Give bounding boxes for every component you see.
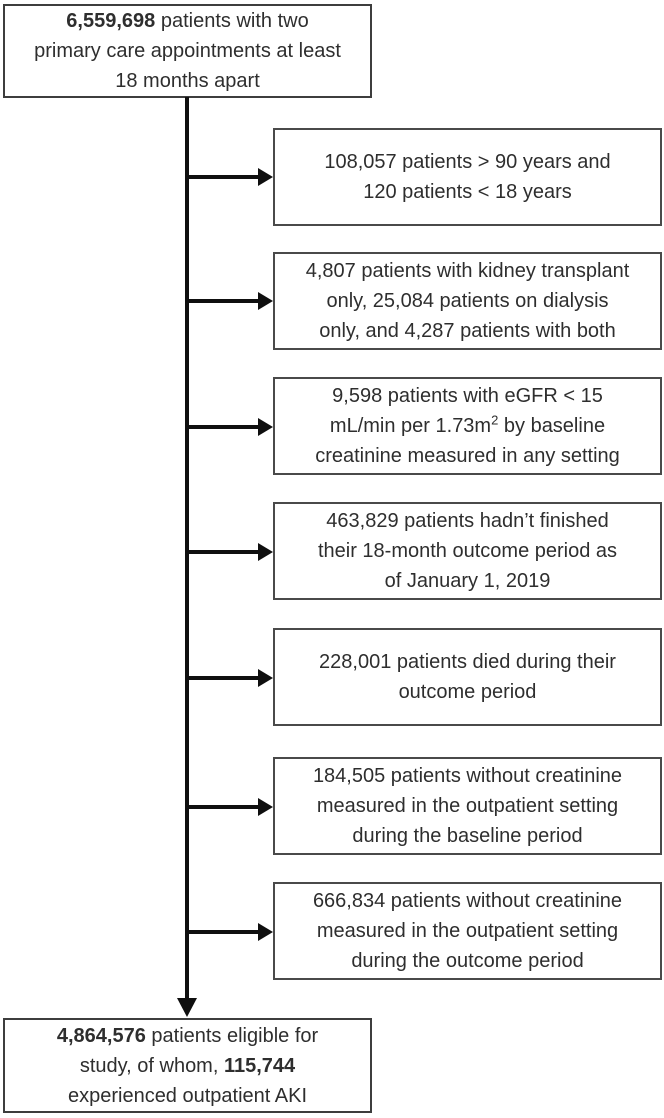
exclusion-unfinished-line1: 463,829 patients hadn’t finished [326,510,609,532]
right-arrowhead-icon-2 [258,292,273,310]
exclusion-egfr-superscript: 2 [491,412,499,428]
exclusion-box-age [273,128,662,226]
exclusion-unfinished-line3: of January 1, 2019 [384,570,551,592]
cohort-box-initial-line2: primary care appointments at least [34,40,341,62]
exclusion-box-no-baseline-creatinine [273,757,662,855]
exclusion-age-line1: 108,057 patients > 90 years and [324,151,611,173]
exclusion-age-line2: 120 patients < 18 years [363,181,572,203]
right-arrowhead-icon-1 [258,168,273,186]
exclusion-egfr-line1: 9,598 patients with eGFR < 15 [332,385,603,407]
exclusion-died-line2: outcome period [398,681,537,703]
exclusion-egfr-line2 [275,411,660,441]
exclusion-outcome-line3: during the outcome period [351,950,584,972]
right-arrowhead-icon-7 [258,923,273,941]
exclusion-baseline-line3: during the baseline period [352,825,583,847]
right-arrowhead-icon-4 [258,543,273,561]
flow-arrow-7 [187,930,259,934]
exclusion-transplant-line2: only, 25,084 patients on dialysis [326,290,609,312]
exclusion-unfinished-line2: their 18-month outcome period as [317,540,618,562]
exclusion-box-died [273,628,662,726]
flow-arrow-4 [187,550,259,554]
final-line2-text: study, of whom, [79,1054,224,1077]
initial-line1-text: patients with two [155,10,309,32]
exclusion-egfr-line2-pre: mL/min per 1.73m [329,415,492,437]
right-arrowhead-icon-3 [258,418,273,436]
flow-arrow-3 [187,425,259,429]
flow-arrow-2 [187,299,259,303]
down-arrowhead-icon [177,998,197,1017]
exclusion-baseline-line1: 184,505 patients without creatinine [312,765,623,787]
exclusion-outcome-line1: 666,834 patients without creatinine [312,890,623,912]
exclusion-egfr-line3: creatinine measured in any setting [315,445,620,467]
exclusion-transplant-line1: 4,807 patients with kidney transplant [305,260,630,282]
cohort-box-initial [3,4,372,98]
exclusion-box-no-outcome-creatinine [273,882,662,980]
final-box-eligible [3,1018,372,1113]
right-arrowhead-icon-6 [258,798,273,816]
exclusion-box-egfr [273,377,662,475]
exclusion-box-transplant-dialysis [273,252,662,350]
cohort-box-initial-line1 [5,6,370,36]
flow-arrow-6 [187,805,259,809]
exclusion-transplant-line3: only, and 4,287 patients with both [319,320,616,342]
flow-arrow-1 [187,175,259,179]
vertical-flow-line [185,97,189,1000]
exclusion-outcome-line2: measured in the outpatient setting [316,920,619,942]
exclusion-died-line1: 228,001 patients died during their [319,651,616,673]
final-line1-text: patients eligible for [145,1024,319,1047]
final-box-line2 [5,1051,370,1081]
eligible-count: 4,864,576 [56,1024,146,1047]
aki-count: 115,744 [223,1054,296,1077]
right-arrowhead-icon-5 [258,669,273,687]
exclusion-egfr-line2-post: by baseline [498,415,606,437]
final-box-line1 [5,1021,370,1051]
final-box-line3: experienced outpatient AKI [67,1084,308,1107]
cohort-box-initial-line3: 18 months apart [115,70,260,92]
exclusion-baseline-line2: measured in the outpatient setting [316,795,619,817]
flow-arrow-5 [187,676,259,680]
initial-count: 6,559,698 [66,10,156,32]
exclusion-box-unfinished-outcome [273,502,662,600]
